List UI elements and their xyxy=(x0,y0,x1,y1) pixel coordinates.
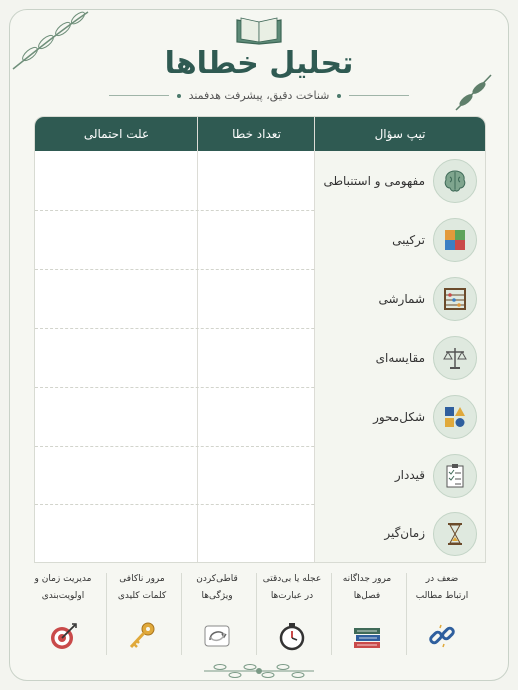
cause-line: مدیریت زمان و xyxy=(34,574,92,584)
cause-line: ارتباط مطالب xyxy=(415,591,469,601)
cause-line: اولویت‌بندی xyxy=(41,591,85,601)
page-subtitle: شناخت دقیق، پیشرفت هدفمند xyxy=(188,89,330,102)
cause-item xyxy=(28,571,98,605)
books-icon xyxy=(349,618,385,654)
abacus-icon xyxy=(433,277,477,321)
page-title: تحلیل خطاها xyxy=(164,46,354,81)
puzzle-icon xyxy=(433,218,477,262)
cause-line: فصل‌ها xyxy=(353,591,381,601)
divider xyxy=(406,573,407,655)
shapes-icon xyxy=(433,395,477,439)
divider xyxy=(256,573,257,655)
table-row xyxy=(35,151,485,211)
table-row xyxy=(35,387,485,447)
cause-line: ویژگی‌ها xyxy=(201,591,233,601)
divider xyxy=(109,95,169,96)
cause-line: قاطی‌کردن xyxy=(196,574,238,584)
broken-link-icon xyxy=(424,618,460,654)
divider xyxy=(181,573,182,655)
question-type-cell xyxy=(315,446,485,504)
table-row xyxy=(35,328,485,388)
cause-item xyxy=(107,571,177,605)
cause-line: کلمات کلیدی xyxy=(117,591,167,601)
question-type-cell xyxy=(315,387,485,446)
table-row xyxy=(35,210,485,270)
cause-line: در عبارت‌ها xyxy=(270,591,314,601)
divider xyxy=(106,573,107,655)
question-type-label: شکل‌محور xyxy=(373,409,425,424)
dot-icon xyxy=(337,94,341,98)
question-type-label: ترکیبی xyxy=(392,232,425,247)
cause-line: ضعف در xyxy=(425,574,459,584)
cause-line: عجله یا بی‌دقتی xyxy=(262,574,322,584)
column-header-question-type: تیپ سؤال xyxy=(374,127,426,141)
column-header-error-count: تعداد خطا xyxy=(232,127,281,141)
subtitle-row xyxy=(0,89,518,102)
table-header xyxy=(35,117,485,151)
checklist-icon xyxy=(433,454,477,498)
question-type-label: شمارشی xyxy=(378,291,425,306)
book-icon xyxy=(233,14,285,46)
question-type-label: زمان‌گیر xyxy=(384,526,425,540)
leaf-ornament-icon xyxy=(200,662,318,680)
dot-icon xyxy=(177,94,181,98)
scale-icon xyxy=(433,336,477,380)
cause-line: مرور ناکافی xyxy=(119,574,165,584)
question-type-label: مفهومی و استنباطی xyxy=(323,173,425,188)
possible-causes-strip xyxy=(34,562,484,661)
table-row xyxy=(35,269,485,329)
question-type-label: مقایسه‌ای xyxy=(375,350,425,365)
cause-item xyxy=(407,571,477,605)
question-type-cell xyxy=(315,328,485,387)
stopwatch-icon xyxy=(274,618,310,654)
hourglass-icon xyxy=(433,512,477,556)
question-type-label: قیددار xyxy=(394,468,425,482)
cause-line: مرور جداگانه xyxy=(342,574,392,584)
cause-item xyxy=(182,571,252,605)
question-type-cell xyxy=(315,504,485,562)
cause-item xyxy=(257,571,327,605)
divider xyxy=(349,95,409,96)
table-row xyxy=(35,504,485,562)
question-type-cell xyxy=(315,210,485,269)
question-type-cell xyxy=(315,269,485,328)
question-type-cell xyxy=(315,151,485,210)
divider xyxy=(331,573,332,655)
brain-icon xyxy=(433,159,477,203)
error-analysis-table xyxy=(34,116,486,563)
table-row xyxy=(35,446,485,505)
target-icon xyxy=(46,618,82,654)
column-header-probable-cause: علت احتمالی xyxy=(83,127,150,141)
key-icon xyxy=(124,618,160,654)
cause-item xyxy=(332,571,402,605)
mixed-arrows-icon xyxy=(199,618,235,654)
